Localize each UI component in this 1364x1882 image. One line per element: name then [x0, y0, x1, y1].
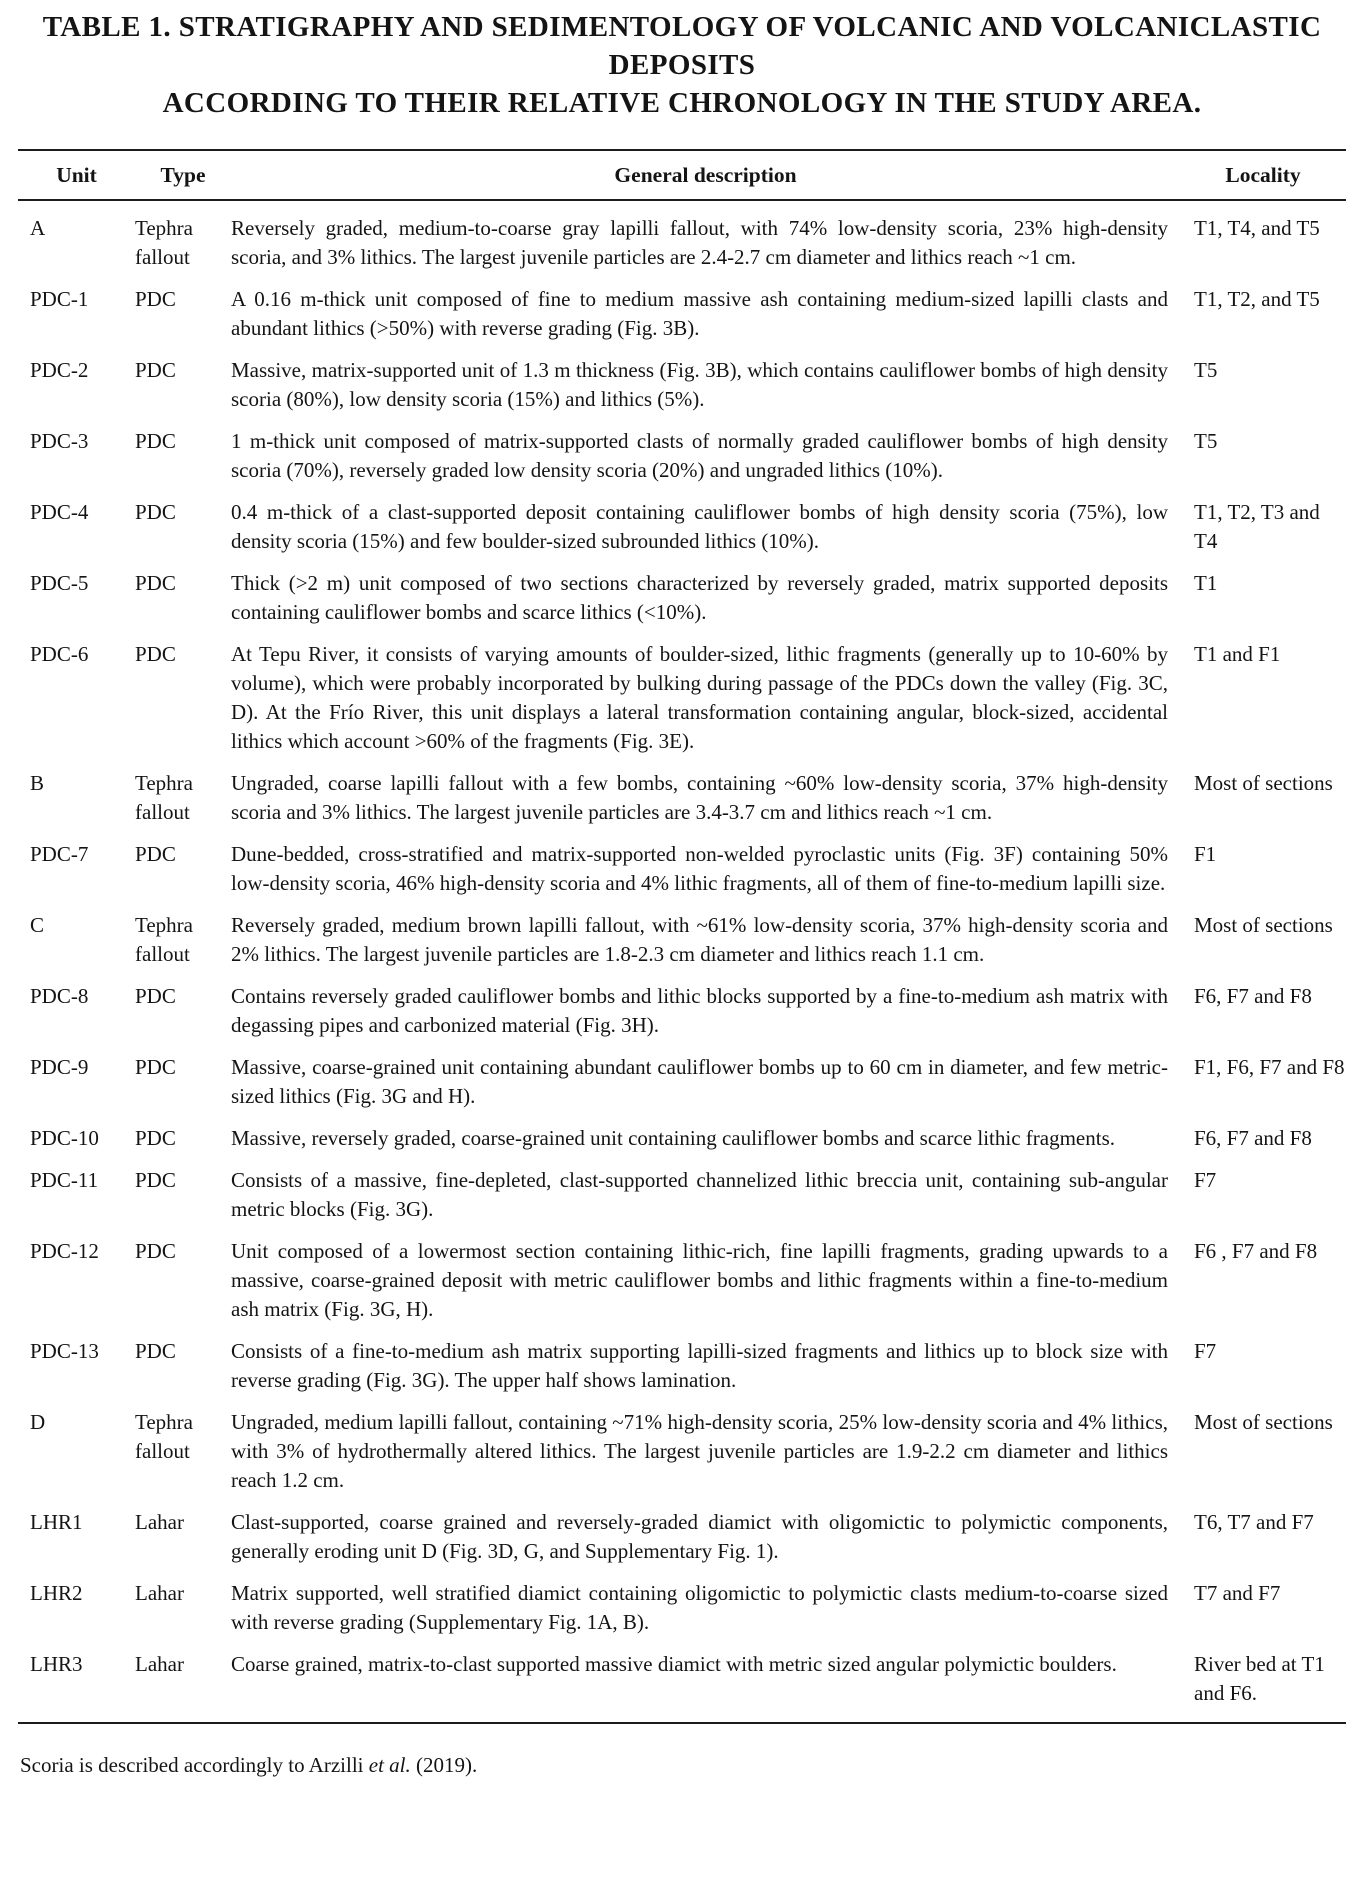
table-row — [18, 911, 1346, 969]
unit-cell: PDC-8 — [30, 984, 89, 1008]
table-row — [18, 982, 1346, 1040]
description-cell: Ungraded, medium lapilli fallout, containing ~71% high-density scoria, 25% low-density scoria and 4% lithics, with 3% of hydrothermally altered lithics. The largest juvenile particles are 1.9-2.2 cm diameter and lithics reach 1.2 cm. — [231, 1410, 1168, 1492]
table-footnote — [20, 1751, 1364, 1780]
unit-cell: LHR2 — [30, 1581, 83, 1605]
description-cell: Matrix supported, well stratified diamict containing oligomictic to polymictic clasts medium-to-coarse sized with reverse grading (Supplementary Fig. 1A, B). — [231, 1581, 1168, 1634]
locality-cell: T1, T4, and T5 — [1194, 216, 1320, 240]
locality-cell: F1, F6, F7 and F8 — [1194, 1055, 1345, 1079]
type-cell: PDC — [135, 1168, 176, 1192]
unit-cell: B — [30, 771, 45, 795]
locality-cell: Most of sections — [1194, 1410, 1333, 1434]
type-cell: Tephra fallout — [135, 216, 193, 269]
description-cell: Reversely graded, medium brown lapilli fallout, with ~61% low-density scoria, 37% high-density scoria and 2% lithics. The largest juvenile particles are 1.8-2.3 cm diameter and lithics reach 1.1 cm. — [231, 913, 1168, 966]
locality-cell: F7 — [1194, 1168, 1217, 1192]
unit-cell: LHR1 — [30, 1510, 83, 1534]
table-caption-line-2: ACCORDING TO THEIR RELATIVE CHRONOLOGY IN THE STUDY AREA. — [162, 87, 1202, 119]
unit-cell: PDC-4 — [30, 500, 89, 524]
description-cell: Massive, matrix-supported unit of 1.3 m thickness (Fig. 3B), which contains cauliflower bombs of high density scoria (80%), low density scoria (15%) and lithics (5%). — [231, 358, 1168, 411]
type-cell: PDC — [135, 1239, 176, 1263]
type-cell: Lahar — [135, 1581, 184, 1605]
unit-cell: D — [30, 1410, 46, 1434]
type-cell: Lahar — [135, 1510, 184, 1534]
unit-cell: PDC-12 — [30, 1239, 99, 1263]
table-caption — [0, 8, 1364, 122]
description-cell: Reversely graded, medium-to-coarse gray lapilli fallout, with 74% low-density scoria, 23% high-density scoria, and 3% lithics. The largest juvenile particles are 2.4-2.7 cm diameter and lithics reach ~1 cm. — [231, 216, 1168, 269]
locality-cell: River bed at T1 and F6. — [1194, 1652, 1325, 1705]
description-cell: 0.4 m-thick of a clast-supported deposit containing cauliflower bombs of high density scoria (75%), low density scoria (15%) and few boulder-sized subrounded lithics (10%). — [231, 500, 1168, 553]
table-row — [18, 640, 1346, 756]
locality-cell: F6 , F7 and F8 — [1194, 1239, 1318, 1263]
locality-cell: F6, F7 and F8 — [1194, 984, 1312, 1008]
locality-cell: T7 and F7 — [1194, 1581, 1281, 1605]
table-row — [18, 769, 1346, 827]
unit-cell: PDC-9 — [30, 1055, 89, 1079]
table-row — [18, 1166, 1346, 1224]
table-row — [18, 1408, 1346, 1495]
table-row — [18, 498, 1346, 556]
unit-cell: PDC-3 — [30, 429, 89, 453]
type-cell: PDC — [135, 1055, 176, 1079]
description-cell: Massive, coarse-grained unit containing abundant cauliflower bombs up to 60 cm in diameter, and few metric-sized lithics (Fig. 3G and H). — [231, 1055, 1168, 1108]
table-row — [18, 1237, 1346, 1324]
stratigraphy-table — [18, 149, 1346, 1724]
header-locality: Locality — [1225, 163, 1301, 187]
unit-cell: C — [30, 913, 45, 937]
table-row — [18, 1053, 1346, 1111]
table-row — [18, 569, 1346, 627]
description-cell: Ungraded, coarse lapilli fallout with a few bombs, containing ~60% low-density scoria, 37% high-density scoria and 3% lithics. The largest juvenile particles are 3.4-3.7 cm and lithics reach ~1 cm. — [231, 771, 1168, 824]
locality-cell: T1 — [1194, 571, 1218, 595]
table-row — [18, 1337, 1346, 1395]
description-cell: At Tepu River, it consists of varying amounts of boulder-sized, lithic fragments (generally up to 10-60% by volume), which were probably incorporated by bulking during passage of the PDCs down the valley (Fig. 3C, D). At the Frío River, this unit displays a lateral transformation containing angular, block-sized, accidental lithics which account >60% of the fragments (Fig. 3E). — [231, 642, 1168, 753]
locality-cell: Most of sections — [1194, 913, 1333, 937]
unit-cell: PDC-13 — [30, 1339, 99, 1363]
footnote-year: (2019). — [410, 1753, 478, 1777]
type-cell: PDC — [135, 642, 176, 666]
table-row — [18, 1579, 1346, 1637]
unit-cell: PDC-2 — [30, 358, 89, 382]
unit-cell: PDC-10 — [30, 1126, 99, 1150]
locality-cell: T6, T7 and F7 — [1194, 1510, 1314, 1534]
type-cell: PDC — [135, 984, 176, 1008]
table-row — [18, 1124, 1346, 1153]
description-cell: Contains reversely graded cauliflower bombs and lithic blocks supported by a fine-to-medium ash matrix with degassing pipes and carbonized material (Fig. 3H). — [231, 984, 1168, 1037]
unit-cell: LHR3 — [30, 1652, 83, 1676]
unit-cell: PDC-6 — [30, 642, 89, 666]
table-row — [18, 356, 1346, 414]
header-unit: Unit — [56, 163, 97, 187]
table-row — [18, 1650, 1346, 1708]
unit-cell: PDC-1 — [30, 287, 89, 311]
unit-cell: A — [30, 216, 46, 240]
description-cell: Consists of a fine-to-medium ash matrix supporting lapilli-sized fragments and lithics up to block size with reverse grading (Fig. 3G). The upper half shows lamination. — [231, 1339, 1168, 1392]
table-rule-bottom — [18, 1722, 1346, 1724]
description-cell: Thick (>2 m) unit composed of two sections characterized by reversely graded, matrix supported deposits containing cauliflower bombs and scarce lithics (<10%). — [231, 571, 1168, 624]
description-cell: A 0.16 m-thick unit composed of fine to medium massive ash containing medium-sized lapilli clasts and abundant lithics (>50%) with reverse grading (Fig. 3B). — [231, 287, 1168, 340]
header-type: Type — [160, 163, 206, 187]
locality-cell: T5 — [1194, 358, 1218, 382]
description-cell: Clast-supported, coarse grained and reversely-graded diamict with oligomictic to polymictic components, generally eroding unit D (Fig. 3D, G, and Supplementary Fig. 1). — [231, 1510, 1168, 1563]
locality-cell: T1, T2, T3 and T4 — [1194, 500, 1320, 553]
table-row — [18, 840, 1346, 898]
locality-cell: T1, T2, and T5 — [1194, 287, 1320, 311]
type-cell: PDC — [135, 571, 176, 595]
type-cell: Tephra fallout — [135, 771, 193, 824]
unit-cell: PDC-5 — [30, 571, 89, 595]
header-general-description: General description — [614, 163, 797, 187]
type-cell: PDC — [135, 429, 176, 453]
locality-cell: F1 — [1194, 842, 1217, 866]
type-cell: PDC — [135, 287, 176, 311]
description-cell: Unit composed of a lowermost section containing lithic-rich, fine lapilli fragments, grading upwards to a massive, coarse-grained deposit with metric cauliflower bombs and lithic fragments within a fine-to-medium ash matrix (Fig. 3G, H). — [231, 1239, 1168, 1321]
table-row — [18, 285, 1346, 343]
table-row — [18, 1508, 1346, 1566]
description-cell: Massive, reversely graded, coarse-grained unit containing cauliflower bombs and scarce lithic fragments. — [231, 1126, 1116, 1150]
type-cell: PDC — [135, 1339, 176, 1363]
description-cell: 1 m-thick unit composed of matrix-supported clasts of normally graded cauliflower bombs of high density scoria (70%), reversely graded low density scoria (20%) and ungraded lithics (10%). — [231, 429, 1168, 482]
locality-cell: T5 — [1194, 429, 1218, 453]
type-cell: Tephra fallout — [135, 1410, 193, 1463]
table-body — [18, 201, 1346, 1722]
type-cell: Lahar — [135, 1652, 184, 1676]
type-cell: PDC — [135, 358, 176, 382]
locality-cell: F7 — [1194, 1339, 1217, 1363]
locality-cell: T1 and F1 — [1194, 642, 1281, 666]
type-cell: Tephra fallout — [135, 913, 193, 966]
type-cell: PDC — [135, 500, 176, 524]
table-row — [18, 427, 1346, 485]
description-cell: Coarse grained, matrix-to-clast supported massive diamict with metric sized angular polymictic boulders. — [231, 1652, 1117, 1676]
description-cell: Consists of a massive, fine-depleted, clast-supported channelized lithic breccia unit, containing sub-angular metric blocks (Fig. 3G). — [231, 1168, 1168, 1221]
unit-cell: PDC-7 — [30, 842, 89, 866]
locality-cell: F6, F7 and F8 — [1194, 1126, 1312, 1150]
type-cell: PDC — [135, 842, 176, 866]
locality-cell: Most of sections — [1194, 771, 1333, 795]
footnote-text: Scoria is described accordingly to Arzilli — [20, 1753, 369, 1777]
type-cell: PDC — [135, 1126, 176, 1150]
footnote-et-al: et al. — [368, 1753, 411, 1777]
table-header-row — [18, 151, 1346, 199]
table-caption-line-1: TABLE 1. STRATIGRAPHY AND SEDIMENTOLOGY OF VOLCANIC AND VOLCANICLASTIC DEPOSITS — [42, 11, 1322, 81]
table-row — [18, 214, 1346, 272]
unit-cell: PDC-11 — [30, 1168, 99, 1192]
description-cell: Dune-bedded, cross-stratified and matrix-supported non-welded pyroclastic units (Fig. 3F) containing 50% low-density scoria, 46% high-density scoria and 4% lithic fragments, all of them of fine-to-medium lapilli size. — [231, 842, 1168, 895]
